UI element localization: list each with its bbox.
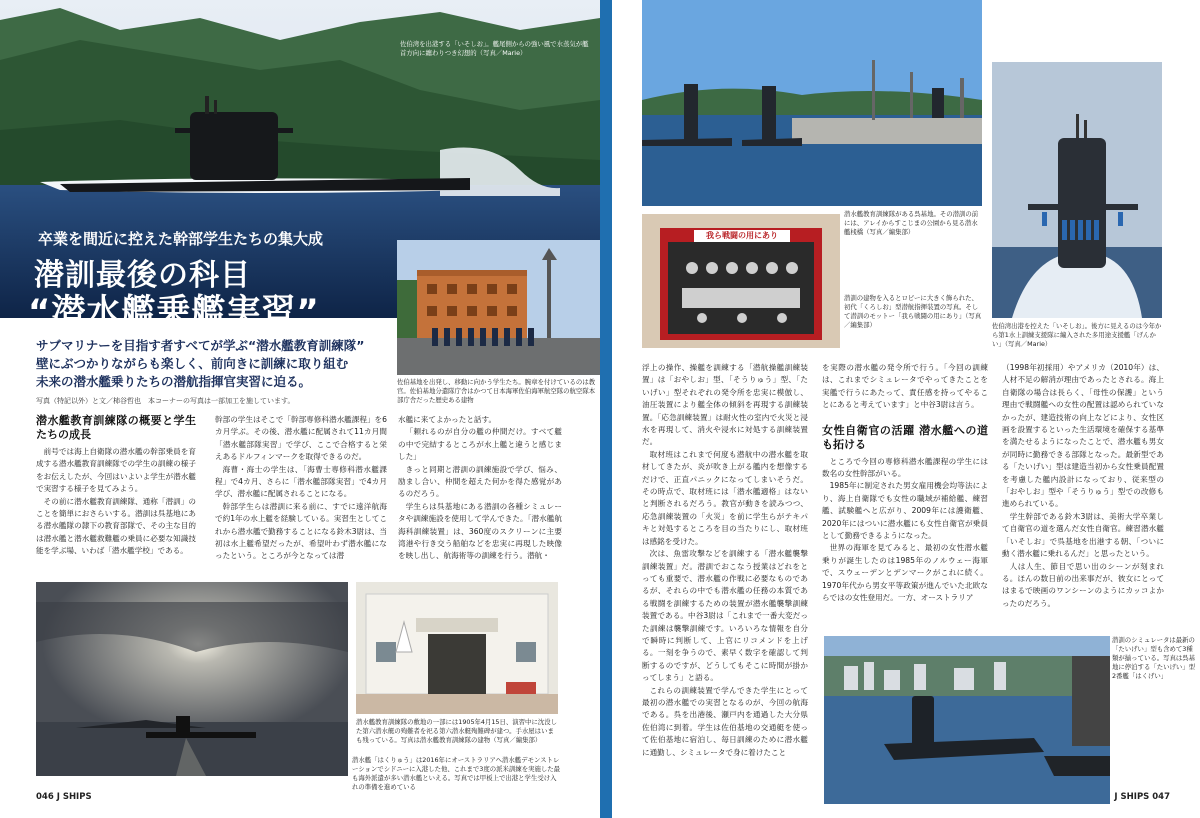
marching-students-photo [397,240,600,375]
page-number-right: J SHIPS 047 [1114,792,1170,802]
col3-para: 学生らは呉基地にある潜訓の各種シミュレータや訓練施設を使用して学んできた。「潜水艦航海科訓練装置」は、360度のスクリーンに主要湾港や行き交う船舶などを忠実に再現した映像を映し出し、航海術等の訓練を行う。潜航・ [398,501,562,561]
kicker: 卒業を間近に控えた幹部学生たちの集大成 [38,230,324,248]
crew-sail-photo [992,62,1162,318]
left-column-3 [398,414,562,563]
col1-para: 前号では海上自衛隊の潜水艦の幹部乗員を育成する潜水艦教育訓練隊での学生の訓練の様子をお伝えしたが、今回はいよいよ学生が潜水艦で実習する様子を見てみよう。 [36,447,196,494]
col2-para: 幹部の学生はそこで「幹部専修科潜水艦課程」を6カ月学ぶ。その後、潜水艦に配属されて11カ月間「潜水艦部隊実習」で学び、ここで合格すると栄えあるドルフィンマークを取得できるのだ。 [215,415,387,462]
r-col1-para: これらの訓練装置で学んできた学生にとって最初の潜水艦での実習となるのが、今回の航海である。呉を出港後、瀬戸内を通過した大分県佐伯湾に到着。学生は佐伯基地の交通艇を使って佐伯基地に宿泊し、毎日訓練のために潜水艦に通勤し、シミュレータで身に着けたこと [642,685,808,757]
r-col3-para: （1998年初採用）やアメリカ（2010年）は、人材不足の解消が理由であったとされる。海上自衛隊の場合は長らく、「母性の保護」という理由で戦闘艦への女性の配置は認められていなかったが、建造技術の向上などにより、女性区画を設置するといった生活環境を確保する基準を満たせるようになったことで、潜水艦も男女が同時に勤務できる部隊となった。最新型である「たいげい」型は建造当初から女性乗員配置を考慮した艦内設計になっており、従来型の「おやしお」型や「そうりゅう」型での改修も進められている。 [1002,363,1164,509]
lead-line3: 未来の潜水艦乗りたちの潜航指揮官実習に迫る。 [36,374,312,389]
r-col1-para: 浮上の操作、操艦を訓練する「潜航操艦訓練装置」は「おやしお」型、「そうりゅう」型、「たいげい」型それぞれの発令所を忠実に模倣し、油圧装置により艦全体の傾斜を再現する訓練装置。「応急訓練装置」は耐火性の室内で火災と浸水を再現して、消火や浸水に対処する訓練装置だ。 [642,363,808,447]
pier-submarines-photo [642,0,982,206]
r-col2-para: ところで今回の専修科潜水艦課程の学生には数名の女性幹部がいる。 [822,456,988,479]
r-col2-para: 世界の海軍を見てみると、最初の女性潜水艦乗りが誕生したのは1985年のノルウェー海軍で、スウェーデンとデンマークがこれに続く。1970年代から男女平等政策が進んでいた北欧ならではの女性登用だ。一方、オーストラリア [822,543,988,603]
harbor-submarine-photo [824,636,1110,804]
hero-caption: 佐伯湾を出港する「いそしお」。艦尾側からの強い風で水蒸気が艦首方向に纏わりつき幻想的（写真／Marie） [400,40,589,57]
lead-line1: サブマリナーを目指す者すべてが学ぶ“潜水艦教育訓練隊” [36,338,365,353]
sim-caption: 潜訓のシミュレータは最新の「たいげい」型も含めて3種類が揃っている。写真は呉基地に停泊する「たいげい」型2番艦「はくげい」 [1112,636,1196,680]
right-page [612,0,1200,818]
right-column-3 [1002,362,1164,610]
r-col2-heading: 女性自衛官の活躍 潜水艦への道も拓ける [822,423,988,451]
col3-para: 水艦に来てよかったと話す。 [398,415,497,424]
building-caption: 佐伯基地を出発し、移動に向かう学生たち。腕章を付けているのは教官。佐伯基地分遣隊庁舎はかつて日本海軍佐伯海軍航空隊の航空隊本部庁舎だった歴史ある建物 [397,378,596,404]
article-title-line1: 潜訓最後の科目 [34,258,251,293]
exhibit-sign: 我ら戦闘の用にあり [694,230,790,242]
col1-para: その前に潜水艦教育訓練隊、通称「潜訓」のことを簡単におさらいする。潜訓は呉基地にある潜水艦隊の隷下の教育部隊で、その主な目的は潜水艦と潜水艦救難艦の乗員に必要な知識技能を学ぶ場、いわば「潜水艦学校」である。 [36,496,196,556]
exhibit-caption: 潜訓の建物を入るとロビーに大きく飾られた、初代「くろしお」型潜航指揮装置の写真。そして潜訓のモットー「我ら戦闘の用にあり」（写真／編集部） [844,294,982,329]
r-col2-para: を実際の潜水艦の発令所で行う。「今回の訓練は、これまでシミュレータでやってきたことを実艦で行うにあたって、責任感を持ってやることにあると考えています」と中谷3尉は言う。 [822,363,988,410]
sunset-caption: 潜水艦「はくりゅう」は2016年にオーストラリアへ潜水艦デモンストレーションでシドニーに入港した他、これまで3度の派米訓練を実施した最も海外派遣が多い潜水艦といえる。写真では甲板上で出港と学生受け入れの準備を進めている [352,756,561,791]
r-col3-para: 人は人生、節目で思い出のシーンが刻まれる。ほんの数日前の出来事だが、彼女にとってはまるで映画のワンシーンのようにカッコよかったのだろう。 [1002,561,1164,608]
museum-caption: 潜水艦教育訓練隊の敷地の一部には1905年4月15日、演習中に沈没した第六潜水艇の殉難者を祀る第六潜水艇殉難碑が建つ。手水屋はいまも残っている。写真は潜水艦教育訓練隊の建物（写真／編集部） [356,718,558,744]
left-column-1 [36,414,196,558]
left-column-2 [215,414,387,563]
r-col1-para: 取材班はこれまで何度も潜航中の潜水艦を取材してきたが、炎が吹き上がる艦内を想像するだけで、正直パニックになってしまいそうだ。その時点で、取材班には「潜水艦適格」はないと判断されるだろう。教官が動きを読みつつ、応急訓練装置の「火災」を前に学生らがテキパキと対処するところを目の当たりにし、取材班は感銘を受けた。 [642,449,808,546]
crew-caption: 佐伯湾出港を控えた「いそしお」。後方に見えるのは今年から第1水上訓練支援隊に編入された多用途支援艦「げんかい」（写真／Marie） [992,322,1162,348]
sunset-submarine-photo [36,582,348,776]
memorial-building-photo [356,582,558,714]
r-col2-para: 1985年に制定された男女雇用機会均等法により、海上自衛隊でも女性の職域が補給艦、練習艦、試験艦へと広がり、2009年には護衛艦、2020年にはついに潜水艦にも女性自衛官が乗員として勤務できるようになった。 [822,481,988,541]
lobby-exhibit-photo [642,214,840,348]
page-gutter [600,0,612,818]
col3-para: 「頼れるのが自分の艦の仲間だけ。すべて艦の中で完結するところが水上艦と違うと感じました」 [398,427,562,462]
credit-line: 写真（特記以外）と文／柿谷哲也 本コーナーの写真は一部加工を施しています。 [36,397,295,405]
col1-heading: 潜水艦教育訓練隊の概要と学生たちの成長 [36,414,196,441]
col3-para: きっと同期と潜訓の訓練施設で学び、悩み、励まし合い、仲間を超えた何かを得た感覚があるのだろう。 [398,464,562,499]
right-column-2 [822,362,988,605]
col2-para: 海曹・海士の学生は、「海曹士専修科潜水艦課程」で4カ月、さらに「潜水艦部隊実習」で4カ月学び、潜水艦に配属されることになる。 [215,464,387,499]
page-number-left: 046 J SHIPS [36,792,92,802]
r-col3-para: 学生幹部である鈴木3尉は、美術大学卒業して自衛官の道を選んだ女性自衛官。練習潜水艦「いそしお」で呉基地を出港する朝、「ついに動く潜水艦に乗れるんだ」と思ったという。 [1002,511,1164,559]
right-column-1 [642,362,808,759]
r-col1-para: 次は、魚雷攻撃などを訓練する「潜水艦襲撃訓練装置」だ。潜訓でおこなう授業はどれをとっても重要で、潜水艦の作戦に必要なものであるが、それらの中でも潜水艦の任務の本質である戦闘を訓練するための装置が潜水艦襲撃訓練装置である。中谷3尉は「これまで一番大変だった訓練は襲撃訓練です。いろいろな情報を自分で瞬時に判断して、上官にリコメンドを上げる。一刻を争うので、素早く数字を確認して判断するのですが、どうしてもそこに時間が掛かってしまう」と語る。 [642,549,808,683]
article-title-line2: “潜水艦乗艦実習” [28,292,320,332]
lead-line2: 壁にぶつかりながらも楽しく、前向きに訓練に取り組む [36,356,349,371]
col2-para: 幹部学生らは潜訓に来る前に、すでに遠洋航海で約1年の水上艦を経験している。実習生としてこれから潜水艦で勤務することになる鈴木3尉は、当初は水上艦希望だったが、希望叶わず潜水艦になったという。ところが今となっては潜 [215,501,387,561]
pier-caption: 潜水艦教育訓練隊がある呉基地。その潜訓の前には、アレイからすこじまの公園から見る潜水艦桟橋（写真／編集部） [844,210,979,236]
